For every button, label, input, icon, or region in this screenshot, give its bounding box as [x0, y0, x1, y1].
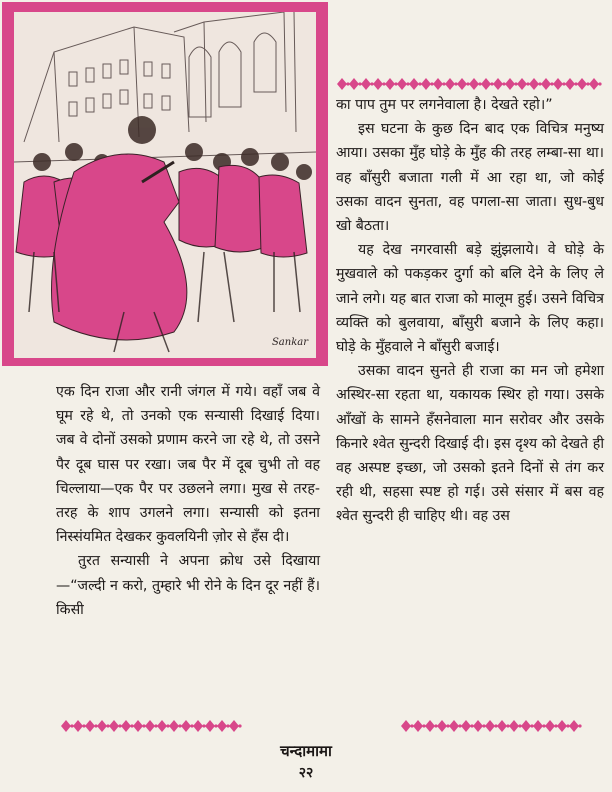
border-diamond: [493, 78, 503, 90]
border-diamond: [337, 78, 347, 90]
border-diamond: [401, 720, 411, 732]
border-diamond: [533, 720, 543, 732]
border-diamond: [61, 720, 71, 732]
border-diamond: [181, 720, 191, 732]
border-diamond: [97, 720, 107, 732]
border-diamond: [157, 720, 167, 732]
border-diamond: [205, 720, 215, 732]
border-diamond: [485, 720, 495, 732]
border-diamond: [217, 720, 227, 732]
border-diamond: [73, 720, 83, 732]
border-diamond: [457, 78, 467, 90]
border-diamond: [569, 720, 579, 732]
border-diamond: [469, 78, 479, 90]
border-dot: [238, 724, 241, 727]
artist-signature: Sankar: [271, 337, 308, 348]
border-diamond: [385, 78, 395, 90]
story-illustration: [2, 2, 328, 366]
right-column: [336, 93, 604, 529]
continued-paragraph: का पाप तुम पर लगनेवाला है। देखते रहो।”: [336, 97, 553, 113]
border-diamond: [397, 78, 407, 90]
border-diamond: [497, 720, 507, 732]
border-diamond: [437, 720, 447, 732]
border-diamond: [529, 78, 539, 90]
illustration-drawing: [14, 12, 316, 358]
page-number: २२: [298, 765, 314, 781]
paragraph: इस घटना के कुछ दिन बाद एक विचित्र मनुष्य आया। उसका मुँह घोड़े के मुँह की तरह लम्बा-सा था। वह बाँसुरी बजाता गली में आ रहा था, जो कोई उसका वादन सुनता, वह पगला-सा जाता। सुध-बुध खो बैठता।: [336, 121, 604, 235]
paragraph: एक दिन राजा और रानी जंगल में गये। वहाँ जब वे घूम रहे थे, तो उनको एक सन्यासी दिखाई दिया। जब वे दोनों उसको प्रणाम करने जा रहे थे, तो उसने पैर दूब घास पर रखा। जब पैर में दूब चुभी तो वह चिल्लाया—एक पैर पर उछलने लगा। मुख से तरह-तरह के शाप उगलने लगा। सन्यासी को इतना निस्संयमित देखकर कुवलयिनी ज़ोर से हँस दी।: [56, 384, 320, 546]
border-diamond: [193, 720, 203, 732]
border-dot: [578, 724, 581, 727]
border-diamond: [589, 78, 599, 90]
paragraph: यह देख नगरवासी बड़े झुंझलाये। वे घोड़े के मुखवाले को पकड़कर दुर्गा को बलि देने के लिए ले जाने लगे। यह बात राजा को मालूम हुई। उसने विचित्र व्यक्ति को बुलवाया, बाँसुरी बजाने के लिए कहा। घोड़े के मुँहवाले ने बाँसुरी बजाई।: [336, 242, 604, 356]
border-diamond: [517, 78, 527, 90]
border-diamond: [553, 78, 563, 90]
border-diamond: [445, 78, 455, 90]
border-diamond: [361, 78, 371, 90]
border-diamond: [505, 78, 515, 90]
border-diamond: [473, 720, 483, 732]
paragraph: तुरत सन्यासी ने अपना क्रोध उसे दिखाया—“जल्दी न करो, तुम्हारे भी रोने के दिन दूर नहीं हैं। किसी: [56, 553, 320, 618]
border-diamond: [349, 78, 359, 90]
left-column: [56, 380, 320, 622]
border-diamond: [169, 720, 179, 732]
border-diamond: [481, 78, 491, 90]
decorative-border-bottom-left: [60, 718, 246, 734]
border-diamond: [545, 720, 555, 732]
border-dot: [598, 82, 601, 85]
border-diamond: [421, 78, 431, 90]
decorative-border-bottom-right: [400, 718, 586, 734]
border-diamond: [373, 78, 383, 90]
decorative-border-top: [336, 76, 608, 92]
border-diamond: [133, 720, 143, 732]
border-diamond: [577, 78, 587, 90]
border-diamond: [413, 720, 423, 732]
border-diamond: [409, 78, 419, 90]
border-diamond: [557, 720, 567, 732]
border-diamond: [145, 720, 155, 732]
border-diamond: [449, 720, 459, 732]
border-diamond: [425, 720, 435, 732]
border-diamond: [509, 720, 519, 732]
border-diamond: [229, 720, 239, 732]
border-diamond: [121, 720, 131, 732]
paragraph: उसका वादन सुनते ही राजा का मन जो हमेशा अस्थिर-सा रहता था, यकायक स्थिर हो गया। उसके आँखों के सामने हँसनेवाला मान सरोवर और उसके किनारे श्वेत सुन्दरी दिखाई दी। इस दृश्य को देखते ही वह अस्पष्ट इच्छा, जो उसको इतने दिनों से तंग कर रही थी, सहसा स्पष्ट हो गई। उसे संसार में बस वह श्वेत सुन्दरी ही चाहिए थी। वह उस: [336, 363, 604, 525]
border-diamond: [565, 78, 575, 90]
border-diamond: [461, 720, 471, 732]
border-diamond: [521, 720, 531, 732]
border-diamond: [541, 78, 551, 90]
border-diamond: [85, 720, 95, 732]
magazine-title: चन्दामामा: [280, 742, 332, 760]
border-diamond: [433, 78, 443, 90]
border-diamond: [109, 720, 119, 732]
